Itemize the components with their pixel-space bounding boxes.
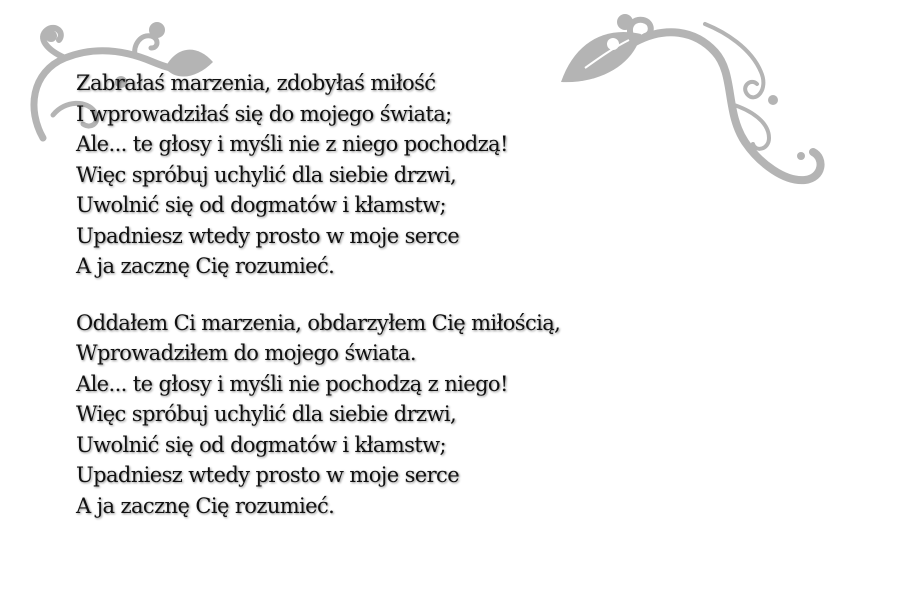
- poem-line: A ja zacznę Cię rozumieć.: [76, 254, 335, 278]
- poem-line: Więc spróbuj uchylić dla siebie drzwi,: [76, 402, 457, 426]
- poem-line: Zabrałaś marzenia, zdobyłaś miłość: [76, 71, 436, 95]
- poem-line: Więc spróbuj uchylić dla siebie drzwi,: [76, 162, 457, 187]
- stanza-1: [76, 68, 776, 282]
- poem-line: Uwolnić się od dogmatów i kłamstw;: [76, 193, 446, 217]
- poem-line: Uwolnić się od dogmatów i kłamstw;: [76, 432, 446, 457]
- poem-line: A ja zacznę Cię rozumieć.: [76, 493, 335, 518]
- poem-line: Oddałem Ci marzenia, obdarzyłem Cię miłością,: [76, 310, 561, 335]
- poem-line: I wprowadziłaś się do mojego świata;: [76, 101, 452, 126]
- poem-line: Ale... te głosy i myśli nie z niego pochodzą!: [76, 132, 508, 156]
- poem-line: Upadniesz wtedy prosto w moje serce: [76, 223, 460, 248]
- poem-line: Wprowadziłem do mojego świata.: [76, 341, 416, 365]
- poem-line: Ale... te głosy i myśli nie pochodzą z niego!: [76, 371, 508, 396]
- poem: [76, 68, 776, 547]
- poem-line: Upadniesz wtedy prosto w moje serce: [76, 463, 460, 487]
- stanza-2: [76, 308, 776, 522]
